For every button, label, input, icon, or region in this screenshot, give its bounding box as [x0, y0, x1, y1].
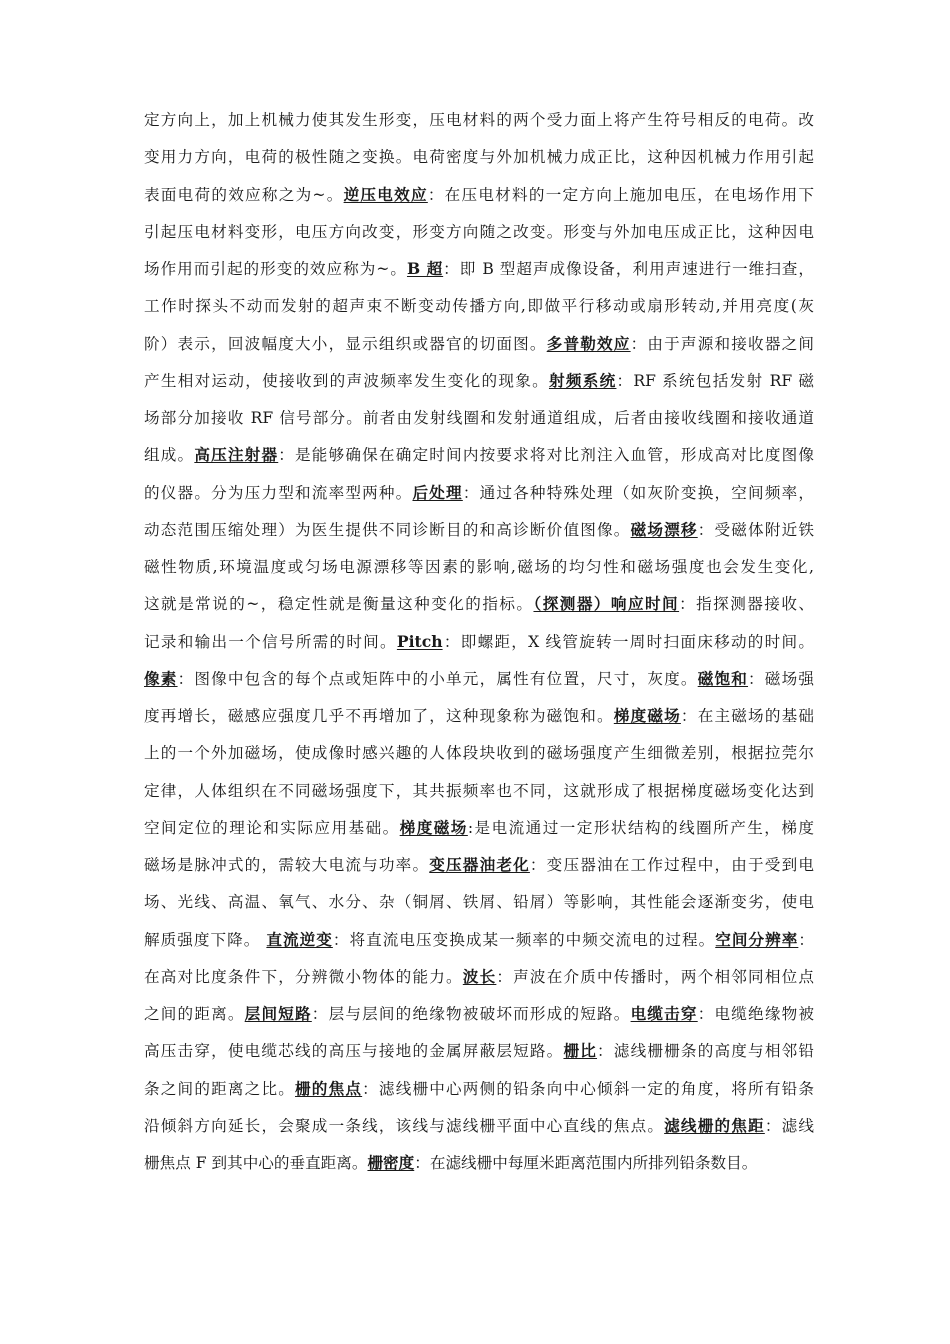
- text-line: [144, 296, 814, 316]
- text-line: [144, 632, 814, 652]
- text-line: [144, 110, 814, 130]
- definition-text: ：: [798, 930, 814, 949]
- glossary-term: 栅比: [563, 1041, 598, 1061]
- text-line: [144, 1116, 814, 1136]
- definition-text: 场、光线、高温、氧气、水分、杂（铜屑、铁屑、铅屑）等影响，其性能会逐渐变劣，使电: [144, 893, 814, 912]
- definition-text: 定律，人体组织在不同磁场强度下，其共振频率也不同，这就形成了根据梯度磁场变化达到: [144, 781, 814, 800]
- definition-text: ：RF 系统包括发射 RF 磁: [616, 371, 814, 390]
- definition-text: ：是能够确保在确定时间内按要求将对比剂注入血管，形成高对比度图像: [278, 446, 814, 465]
- text-line: [144, 408, 814, 428]
- definition-text: 度再增长，磁感应强度几乎不再增加了，这种现象称为磁饱和。: [144, 707, 614, 725]
- glossary-term: 逆压电效应: [343, 184, 428, 204]
- text-line: [144, 371, 814, 391]
- definition-text: 组成。: [144, 446, 195, 465]
- glossary-term: 栅的焦点: [295, 1078, 363, 1098]
- definition-text: 条之间的距离之比。: [144, 1079, 296, 1098]
- definition-text: 高压击穿，使电缆芯线的高压与接地的金属屏蔽层短路。: [144, 1042, 564, 1061]
- text-line: [144, 483, 814, 503]
- definition-text: 场部分加接收 RF 信号部分。前者由发射线圈和发射通道组成，后者由接收线圈和接收通道: [144, 409, 814, 427]
- text-line: [144, 892, 814, 912]
- definition-text: ：滤线栅中心两侧的铅条向中心倾斜一定的角度，将所有铅条: [362, 1079, 814, 1098]
- definition-text: 产生相对运动，使接收到的声波频率发生变化的现象。: [144, 371, 549, 390]
- glossary-term: 像素: [144, 668, 178, 688]
- definition-text: 定方向上，加上机械力使其发生形变，压电材料的两个受力面上将产生符号相反的电荷。改: [144, 111, 814, 129]
- text-line: [144, 259, 814, 279]
- definition-text: 磁性物质,环境温度或匀场电源漂移等因素的影响,磁场的均匀性和磁场强度也会发生变化,: [144, 558, 814, 576]
- definition-text: ：图像中包含的每个点或矩阵中的小单元，属性有位置，尺寸，灰度。: [177, 669, 698, 688]
- definition-text: 阶）表示，回波幅度大小，显示组织或器官的切面图。: [144, 334, 547, 353]
- text-line: [144, 743, 814, 763]
- text-line: [144, 781, 814, 801]
- text-line: [144, 185, 814, 205]
- text-line: [144, 334, 814, 354]
- text-line: [144, 445, 814, 465]
- definition-text: 沿倾斜方向延长，会聚成一条线，该线与滤线栅平面中心直线的焦点。: [144, 1116, 665, 1135]
- glossary-term: 射频系统: [548, 370, 617, 390]
- definition-text: ：在主磁场的基础: [680, 707, 814, 725]
- definition-text: ：在压电材料的一定方向上施加电压，在电场作用下: [427, 185, 814, 204]
- text-line: [144, 855, 814, 875]
- glossary-term: 直流逆变: [266, 929, 333, 949]
- definition-text: 上的一个外加磁场，使成像时感兴趣的人体段块收到的磁场强度产生细微差别，根据拉莞尔: [144, 744, 814, 763]
- glossary-term: 电缆击穿: [630, 1004, 698, 1023]
- glossary-term: 磁饱和: [697, 668, 749, 688]
- text-line: [144, 520, 814, 540]
- glossary-term: 栅密度: [367, 1153, 415, 1172]
- definition-text: 表面电荷的效应称之为~。: [144, 185, 344, 204]
- definition-text: 工作时探头不动而发射的超声束不断变动传播方向,即做平行移动或扇形转动,并用亮度(灰: [144, 297, 814, 316]
- glossary-term: B 超: [406, 259, 444, 278]
- text-line: [144, 557, 814, 577]
- definition-text: 这就是常说的~，稳定性就是衡量这种变化的指标。: [144, 595, 534, 614]
- text-line: [144, 818, 814, 838]
- definition-text: 变用力方向，电荷的极性随之变换。电荷密度与外加机械力成正比，这种因机械力作用引起: [144, 148, 814, 167]
- definition-text: 的仪器。分为压力型和流率型两种。: [144, 483, 413, 502]
- definition-text: ：滤线栅栅条的高度与相邻铅: [597, 1042, 814, 1061]
- text-line: [144, 930, 814, 950]
- definition-text: 动态范围压缩处理）为医生提供不同诊断目的和高诊断价值图像。: [144, 520, 631, 539]
- glossary-term: 波长: [462, 966, 497, 986]
- glossary-term: 层间短路: [244, 1004, 312, 1023]
- definition-text: ：即 B 型超声成像设备，利用声速进行一维扫查，: [443, 260, 814, 278]
- text-line: [144, 1004, 814, 1024]
- definition-text: ：滤线: [764, 1116, 814, 1135]
- definition-text: ：指探测器接收、: [679, 595, 814, 614]
- text-line: [144, 1079, 814, 1099]
- definition-text: 记录和输出一个信号所需的时间。: [144, 632, 397, 651]
- definition-text: ：在滤线栅中每厘米距离范围内所排列铅条数目。: [414, 1154, 758, 1172]
- glossary-term: 高压注射器: [194, 445, 279, 465]
- definition-text: 引起压电材料变形，电压方向改变，形变方向随之改变。形变与外加电压成正比，这种因电: [144, 222, 814, 241]
- glossary-term: 梯度磁场: [399, 817, 468, 837]
- definition-text: ：层与层间的绝缘物被破坏而形成的短路。: [311, 1005, 631, 1023]
- definition-text: :是电流通过一定形状结构的线圈所产生，梯度: [467, 818, 814, 837]
- definition-text: ：磁场强: [748, 669, 814, 688]
- definition-text: ：将直流电压变换成某一频率的中频交流电的过程。: [332, 930, 716, 949]
- glossary-term: 空间分辨率: [715, 929, 799, 949]
- text-line: [144, 594, 814, 614]
- glossary-term: Pitch: [396, 631, 443, 651]
- text-line: [144, 222, 814, 242]
- glossary-term: 滤线栅的焦距: [664, 1115, 765, 1135]
- text-line: [144, 669, 814, 689]
- definition-text: 磁场是脉冲式的，需较大电流与功率。: [144, 856, 430, 874]
- glossary-term: 多普勒效应: [546, 333, 631, 353]
- definition-text: ：声波在介质中传播时，两个相邻同相位点: [496, 967, 814, 986]
- definition-text: 栅焦点 F 到其中心的垂直距离。: [144, 1154, 368, 1172]
- definition-text: 场作用而引起的形变的效应称为~。: [144, 260, 407, 278]
- definition-text: ：受磁体附近铁: [697, 520, 814, 539]
- glossary-term: 磁场漂移: [630, 519, 698, 539]
- text-line: [144, 967, 814, 987]
- definition-text: ：即螺距，X 线管旋转一周时扫面床移动的时间。: [442, 632, 814, 651]
- glossary-term: 梯度磁场: [613, 706, 681, 725]
- definition-text: 在高对比度条件下，分辨微小物体的能力。: [144, 967, 463, 986]
- glossary-term: 变压器油老化: [429, 855, 530, 874]
- definition-text: ：由于声源和接收器之间: [630, 334, 814, 353]
- glossary-term: （探测器）响应时间: [533, 594, 680, 614]
- definition-text: 之间的距离。: [144, 1005, 245, 1023]
- text-line: [144, 706, 814, 726]
- glossary-term: 后处理: [412, 482, 463, 502]
- definition-text: 解质强度下降。: [144, 930, 267, 949]
- definition-text: ：变压器油在工作过程中，由于受到电: [529, 856, 814, 874]
- definition-text: 空间定位的理论和实际应用基础。: [144, 818, 400, 837]
- text-line: [144, 1153, 814, 1173]
- text-line: [144, 147, 814, 167]
- text-line: [144, 1041, 814, 1061]
- definition-text: ：电缆绝缘物被: [697, 1005, 814, 1023]
- definition-text: ：通过各种特殊处理（如灰阶变换，空间频率，: [462, 483, 814, 502]
